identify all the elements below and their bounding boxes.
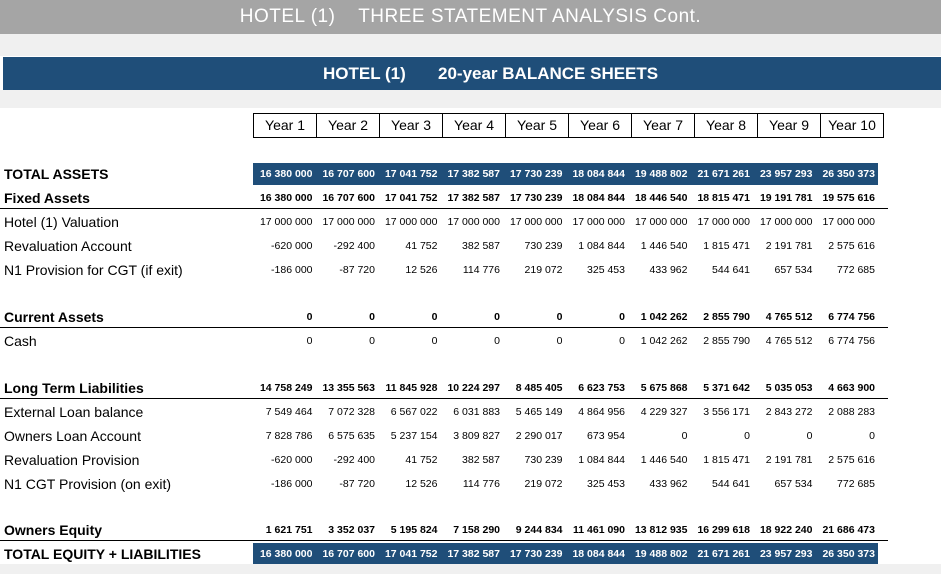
table-cell: 14 758 249 (259, 382, 313, 394)
table-cell: 10 224 297 (447, 382, 500, 394)
row-values (253, 330, 878, 352)
table-cell: -292 400 (333, 240, 375, 252)
table-cell: 17 000 000 (759, 216, 813, 228)
table-cell: -186 000 (271, 478, 313, 490)
table-cell: 7 549 464 (265, 406, 313, 418)
table-cell: 730 239 (524, 240, 563, 252)
table-cell: 114 776 (462, 264, 500, 276)
table-cell: 114 776 (462, 478, 500, 490)
table-cell: 18 446 540 (634, 192, 688, 204)
table-cell: 325 453 (587, 264, 625, 276)
table-cell: 6 774 756 (828, 335, 875, 347)
table-cell: 0 (869, 430, 875, 442)
table-cell: 1 042 262 (640, 311, 688, 323)
table-cell: 9 244 834 (515, 524, 563, 536)
table-cell: 5 465 149 (515, 406, 563, 418)
row-values (253, 425, 878, 447)
row-values (253, 187, 878, 209)
table-cell: 16 707 600 (322, 192, 375, 204)
table-row (0, 449, 941, 471)
table-cell: 673 954 (587, 430, 625, 442)
table-cell: 5 675 868 (640, 382, 688, 394)
table-cell: 544 641 (712, 264, 750, 276)
table-cell: 1 084 844 (578, 454, 625, 466)
table-cell: 4 663 900 (828, 382, 875, 394)
table-cell: 5 237 154 (390, 430, 438, 442)
table-row (0, 259, 941, 281)
table-cell: 16 380 000 (259, 192, 313, 204)
row-label: Fixed Assets (4, 190, 90, 206)
table-cell: -292 400 (333, 454, 375, 466)
table-cell: 16 380 000 (259, 168, 313, 180)
table-cell: 17 000 000 (447, 216, 500, 228)
table-row (0, 473, 941, 495)
table-cell: 12 526 (405, 478, 438, 490)
table-row (0, 425, 941, 447)
table-cell: 0 (619, 335, 625, 347)
table-cell: 2 575 616 (828, 454, 875, 466)
row-label: External Loan balance (4, 404, 144, 420)
table-cell: 11 461 090 (573, 524, 625, 536)
year-header: Year 10 (820, 113, 884, 138)
table-cell: 382 587 (462, 240, 500, 252)
table-cell: 18 815 471 (697, 192, 750, 204)
year-header: Year 5 (505, 113, 569, 138)
row-label: Owners Loan Account (4, 428, 141, 444)
table-cell: 325 453 (587, 478, 625, 490)
table-cell: 18 084 844 (572, 548, 625, 560)
table-cell: 6 774 756 (828, 311, 875, 323)
table-cell: 1 815 471 (703, 454, 750, 466)
table-cell: 2 191 781 (765, 240, 813, 252)
table-cell: 1 446 540 (640, 454, 688, 466)
table-cell: 41 752 (405, 454, 438, 466)
year-header: Year 2 (316, 113, 380, 138)
sheet-title-bar (3, 57, 941, 90)
table-cell: 16 707 600 (322, 548, 375, 560)
table-cell: 5 371 642 (703, 382, 750, 394)
table-cell: 433 962 (649, 478, 688, 490)
table-cell: 7 828 786 (265, 430, 313, 442)
table-cell: 2 855 790 (703, 311, 750, 323)
table-cell: 17 000 000 (259, 216, 313, 228)
table-cell: 0 (806, 430, 813, 442)
row-values (253, 235, 878, 257)
table-cell: 0 (431, 335, 438, 347)
table-cell: 7 072 328 (328, 406, 375, 418)
table-cell: 7 158 290 (453, 524, 500, 536)
table-cell: 18 084 844 (572, 168, 625, 180)
table-cell: 0 (494, 335, 500, 347)
table-cell: 5 035 053 (765, 382, 813, 394)
table-cell: 5 195 824 (390, 524, 438, 536)
table-cell: 21 686 473 (822, 524, 875, 536)
year-header: Year 1 (253, 113, 317, 138)
table-cell: 544 641 (712, 478, 750, 490)
table-cell: 0 (494, 311, 500, 323)
table-cell: 2 088 283 (828, 406, 875, 418)
row-label: TOTAL EQUITY + LIABILITIES (4, 546, 201, 562)
table-cell: 657 534 (774, 478, 813, 490)
table-cell: 17 730 239 (509, 168, 563, 180)
table-cell: 730 239 (524, 454, 563, 466)
table-cell: 3 556 171 (703, 406, 750, 418)
table-cell: 11 845 928 (385, 382, 438, 394)
year-header: Year 4 (442, 113, 506, 138)
table-cell: 19 488 802 (634, 548, 688, 560)
table-cell: 17 730 239 (509, 548, 563, 560)
row-label: Current Assets (4, 309, 104, 325)
row-label: Revaluation Provision (4, 452, 140, 468)
table-cell: 8 485 405 (515, 382, 563, 394)
row-label: Long Term Liabilities (4, 380, 144, 396)
table-cell: 18 922 240 (759, 524, 813, 536)
table-cell: 4 765 512 (765, 335, 813, 347)
table-cell: 17 382 587 (447, 168, 500, 180)
table-cell: 2 191 781 (765, 454, 813, 466)
row-label: N1 CGT Provision (on exit) (4, 476, 172, 492)
table-cell: 6 623 753 (578, 382, 625, 394)
table-cell: 17 000 000 (634, 216, 688, 228)
table-cell: 23 957 293 (759, 548, 813, 560)
table-cell: 26 350 373 (822, 168, 875, 180)
row-values (253, 306, 878, 328)
spacer-band (0, 34, 941, 56)
table-cell: -620 000 (271, 454, 313, 466)
table-row (0, 235, 941, 257)
table-row (0, 401, 941, 423)
table-cell: 3 352 037 (328, 524, 375, 536)
table-row (0, 187, 941, 209)
table-cell: 17 041 752 (384, 548, 438, 560)
table-cell: 17 000 000 (322, 216, 375, 228)
table-cell: 16 299 618 (697, 524, 750, 536)
table-cell: 1 815 471 (703, 240, 750, 252)
table-cell: 2 855 790 (703, 335, 750, 347)
table-cell: 13 812 935 (634, 524, 688, 536)
row-values (253, 401, 878, 423)
table-cell: 17 000 000 (697, 216, 750, 228)
table-cell: 0 (681, 430, 688, 442)
year-header: Year 8 (694, 113, 758, 138)
table-cell: 772 685 (837, 264, 875, 276)
row-values (253, 163, 878, 185)
table-cell: 12 526 (405, 264, 438, 276)
table-cell: 0 (619, 311, 625, 323)
row-values (253, 259, 878, 281)
row-values (253, 543, 878, 565)
table-cell: 21 671 261 (697, 168, 750, 180)
table-cell: 17 382 587 (447, 192, 500, 204)
table-cell: 0 (369, 311, 375, 323)
table-cell: 2 843 272 (765, 406, 813, 418)
table-cell: 219 072 (524, 478, 563, 490)
row-values (253, 473, 878, 495)
table-cell: 0 (556, 335, 563, 347)
sheet-title-hotel: HOTEL (1) (323, 64, 406, 83)
table-row (0, 163, 941, 185)
row-values (253, 377, 878, 399)
table-cell: 0 (306, 311, 313, 323)
table-cell: 4 765 512 (765, 311, 813, 323)
table-cell: 17 000 000 (509, 216, 563, 228)
year-header: Year 3 (379, 113, 443, 138)
row-label: Revaluation Account (4, 238, 132, 254)
table-cell: 219 072 (524, 264, 563, 276)
year-header: Year 7 (631, 113, 695, 138)
year-header: Year 6 (568, 113, 632, 138)
row-label: TOTAL ASSETS (4, 166, 109, 182)
table-cell: 23 957 293 (759, 168, 813, 180)
table-cell: 1 621 751 (265, 524, 313, 536)
table-row (0, 306, 941, 328)
table-cell: 2 575 616 (828, 240, 875, 252)
spacer-band (0, 564, 941, 574)
table-cell: 4 864 956 (578, 406, 625, 418)
table-cell: 2 290 017 (515, 430, 563, 442)
table-cell: 16 707 600 (322, 168, 375, 180)
table-cell: 1 084 844 (578, 240, 625, 252)
row-values (253, 519, 878, 541)
table-cell: 21 671 261 (697, 548, 750, 560)
table-cell: 1 446 540 (640, 240, 688, 252)
table-cell: 433 962 (649, 264, 688, 276)
table-cell: 1 042 262 (640, 335, 688, 347)
row-values (253, 211, 878, 233)
table-cell: 17 000 000 (822, 216, 875, 228)
table-cell: 18 084 844 (572, 192, 625, 204)
table-cell: 13 355 563 (322, 382, 375, 394)
table-cell: 0 (431, 311, 438, 323)
table-row (0, 211, 941, 233)
table-row (0, 377, 941, 399)
row-label: Owners Equity (4, 522, 103, 538)
row-label: N1 Provision for CGT (if exit) (4, 262, 183, 278)
table-cell: 382 587 (462, 454, 500, 466)
table-cell: 3 809 827 (453, 430, 500, 442)
table-cell: 16 380 000 (259, 548, 313, 560)
table-cell: -87 720 (339, 264, 375, 276)
spacer-band (0, 90, 941, 108)
table-cell: 41 752 (405, 240, 438, 252)
year-header-row (253, 113, 884, 138)
table-cell: 17 730 239 (509, 192, 563, 204)
row-label: Hotel (1) Valuation (4, 214, 119, 230)
table-cell: 6 567 022 (390, 406, 438, 418)
sheet-title-name: 20-year BALANCE SHEETS (438, 64, 659, 83)
table-cell: -186 000 (271, 264, 313, 276)
table-cell: 772 685 (837, 478, 875, 490)
page-banner: HOTEL (1) THREE STATEMENT ANALYSIS Cont. (0, 0, 941, 34)
year-header: Year 9 (757, 113, 821, 138)
table-row (0, 519, 941, 541)
table-cell: 17 000 000 (384, 216, 438, 228)
table-row (0, 543, 941, 565)
table-cell: 26 350 373 (822, 548, 875, 560)
row-values (253, 449, 878, 471)
row-label: Cash (4, 333, 37, 349)
table-cell: 0 (306, 335, 313, 347)
table-cell: 4 229 327 (640, 406, 688, 418)
table-cell: 0 (369, 335, 375, 347)
table-cell: 0 (744, 430, 750, 442)
table-cell: 17 041 752 (384, 168, 438, 180)
table-cell: 6 031 883 (453, 406, 500, 418)
table-cell: 17 382 587 (447, 548, 500, 560)
table-row (0, 330, 941, 352)
table-cell: -87 720 (339, 478, 375, 490)
table-cell: 19 191 781 (759, 192, 813, 204)
table-cell: 19 488 802 (634, 168, 688, 180)
table-cell: 17 041 752 (384, 192, 438, 204)
table-cell: 17 000 000 (572, 216, 625, 228)
table-cell: 657 534 (774, 264, 813, 276)
table-cell: -620 000 (271, 240, 313, 252)
table-cell: 6 575 635 (328, 430, 375, 442)
table-cell: 0 (556, 311, 563, 323)
table-cell: 19 575 616 (822, 192, 875, 204)
